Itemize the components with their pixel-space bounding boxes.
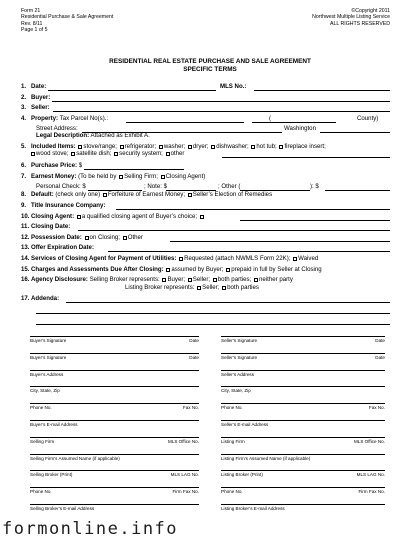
legal-description-label: Legal Description:: [36, 132, 90, 139]
right-signature-line[interactable]: [221, 386, 385, 387]
utilities-waived-option: Waived: [298, 255, 319, 262]
other-items-label: other: [170, 150, 185, 157]
left-field-right-label: Firm Fax No.: [172, 489, 199, 495]
checkbox-seller-remedies[interactable]: [188, 193, 192, 197]
left-field-right-label: Date: [189, 354, 199, 360]
street-address-label: Street Address:: [36, 125, 78, 132]
copyright: ©Copyright 2011: [351, 8, 390, 14]
earnest-amounts-row: [36, 183, 390, 190]
right-field-label: Seller’s Address: [221, 371, 255, 377]
charges-row: [21, 266, 390, 273]
closing-agent-option: Closing Agent): [165, 173, 206, 180]
field-number: 10.: [21, 213, 30, 220]
legal-description-value: Attached as Exhibit A.: [90, 132, 150, 139]
default-row: [21, 191, 390, 198]
service-name: Northwest Multiple Listing Service: [312, 14, 390, 21]
right-signature-line[interactable]: [221, 470, 385, 471]
seller-remedies-option: Seller’s Election of Remedies: [192, 191, 273, 198]
earnest-money-row: [21, 173, 390, 180]
utilities-row: [21, 255, 390, 262]
right-field-label: Listing Firm’s Assumed Name (if applicable): [221, 455, 311, 461]
right-signature-line[interactable]: [221, 353, 385, 354]
included-items-row-2: [30, 150, 390, 157]
checkbox-sell-buyer[interactable]: [162, 278, 166, 282]
closing-date-input[interactable]: [78, 230, 390, 231]
checkbox-prepaid-by-seller[interactable]: [226, 268, 230, 272]
field-property-row: [21, 115, 390, 122]
right-field-right-label: Firm Fax No.: [358, 489, 385, 495]
form-name: Residential Purchase & Sale Agreement: [21, 14, 114, 21]
wood-stove-label: wood stove;: [36, 150, 69, 157]
checkbox-forfeiture[interactable]: [103, 193, 107, 197]
left-field-right-label: Fax No.: [182, 405, 199, 411]
dollar-sign: $: [78, 162, 83, 169]
field-seller-row: [21, 104, 390, 111]
left-signature-line[interactable]: [30, 437, 199, 438]
title-insurance-input[interactable]: [116, 209, 390, 210]
left-signature-line[interactable]: [30, 336, 199, 337]
offer-expiration-input[interactable]: [108, 251, 390, 252]
checkbox-hot-tub[interactable]: [251, 145, 255, 149]
tax-parcel-label: Tax Parcel No(s).:: [59, 115, 109, 122]
listing-broker-represents: Listing Broker represents:: [125, 284, 195, 291]
agency-disclosure-row: [21, 276, 390, 283]
left-field-right-label: MLS LAG No.: [170, 472, 199, 478]
title-line-2: SPECIFIC TERMS: [183, 66, 237, 73]
left-signature-line[interactable]: [30, 420, 199, 421]
field-number: 3.: [21, 104, 27, 111]
checkbox-refrigerator[interactable]: [120, 145, 124, 149]
form-header-right: [312, 8, 390, 27]
washer-label: washer;: [163, 143, 186, 150]
right-field-label: Seller’s Signature: [221, 338, 258, 343]
left-signature-line[interactable]: [30, 386, 199, 387]
other-amount-label: ): $: [310, 183, 319, 190]
possession-date-row: [21, 234, 390, 241]
left-signature-line[interactable]: [30, 454, 199, 455]
purchase-price-row: [21, 162, 390, 169]
included-items-row: [21, 143, 390, 150]
left-field-label: Buyer’s E-mail Address: [30, 422, 78, 427]
checkbox-sell-neither[interactable]: [254, 278, 258, 282]
right-signature-line[interactable]: [221, 487, 385, 488]
legal-description-row: [36, 132, 390, 139]
tax-parcel-input[interactable]: [126, 122, 244, 123]
county-open-paren: (: [269, 115, 272, 122]
date-input[interactable]: [48, 90, 216, 91]
checkbox-list-both[interactable]: [222, 286, 226, 290]
left-field-label: Selling Broker (Print): [30, 472, 73, 478]
checkbox-security-system[interactable]: [114, 152, 118, 156]
security-system-label: security system;: [119, 150, 163, 157]
sell-neither-option: neither party: [259, 276, 293, 283]
closing-agent-label: Closing Agent:: [31, 213, 75, 220]
other-label: ; Other (: [218, 183, 241, 190]
possession-date-label: Possession Date:: [31, 234, 82, 241]
mls-input[interactable]: [254, 90, 390, 91]
checkbox-possession-other[interactable]: [123, 236, 127, 240]
field-number: 15.: [21, 266, 30, 273]
street-address-row: [36, 125, 390, 132]
field-date-row: [21, 83, 390, 90]
right-field-label: Listing Firm: [221, 438, 245, 444]
field-number: 17.: [21, 295, 30, 302]
left-signature-line[interactable]: [30, 470, 199, 471]
checkbox-sell-both[interactable]: [213, 278, 217, 282]
checkbox-dryer[interactable]: [188, 145, 192, 149]
personal-check-label: Personal Check: $: [36, 183, 86, 190]
list-seller-option: Seller;: [202, 284, 220, 291]
earnest-money-label: Earnest Money:: [31, 173, 77, 180]
dryer-label: dryer;: [192, 143, 209, 150]
addenda-input-2[interactable]: [36, 313, 390, 314]
purchase-price-input[interactable]: [84, 169, 184, 170]
checkbox-closing-agent[interactable]: [161, 175, 165, 179]
right-field-right-label: MLS LAG No.: [356, 472, 385, 478]
watermark: formonline.info: [2, 519, 179, 539]
seller-input[interactable]: [53, 111, 390, 112]
utilities-label: Services of Closing Agent for Payment of Utilities:: [31, 255, 177, 262]
sell-buyer-option: Buyer;: [167, 276, 186, 283]
left-signature-line[interactable]: [30, 487, 199, 488]
seller-label: Seller:: [31, 104, 50, 111]
addenda-label: Addenda:: [31, 295, 60, 302]
right-field-right-label: Date: [375, 338, 385, 343]
sell-seller-option: Seller;: [192, 276, 211, 283]
on-closing-option: on Closing;: [89, 234, 121, 241]
date-label: Date:: [31, 83, 47, 90]
left-field-label: Selling Firm: [30, 438, 55, 444]
offer-expiration-label: Offer Expiration Date:: [31, 244, 94, 251]
left-field-label: Phone No.: [30, 489, 52, 495]
purchase-price-label: Purchase Price:: [31, 162, 78, 169]
addenda-row: [21, 295, 390, 302]
right-signature-line[interactable]: [221, 504, 385, 505]
title-line-1: RESIDENTIAL REAL ESTATE PURCHASE AND SALE AGREEMENT: [109, 58, 311, 65]
right-field-label: Seller’s Signature: [221, 354, 258, 360]
default-label: Default:: [31, 191, 54, 198]
right-field-label: Seller’s E-mail Address: [221, 422, 269, 427]
form-number: Form 21: [21, 8, 41, 14]
dishwasher-label: dishwasher;: [216, 143, 249, 150]
checkbox-list-seller[interactable]: [197, 286, 201, 290]
field-number: 13.: [21, 244, 30, 251]
right-field-label: Listing Broker (Print): [221, 472, 263, 478]
offer-expiration-row: [21, 244, 390, 251]
sell-both-option: both parties;: [217, 276, 252, 283]
left-signature-line[interactable]: [30, 370, 199, 371]
checkbox-on-closing[interactable]: [85, 236, 89, 240]
checkbox-utilities-waived[interactable]: [293, 257, 297, 261]
buyers-choice-option: a qualified closing agent of Buyer’s choice;: [81, 213, 198, 220]
right-signature-line[interactable]: [221, 420, 385, 421]
refrigerator-label: refrigerator;: [124, 143, 157, 150]
checkbox-wood-stove[interactable]: [31, 152, 35, 156]
checkbox-utilities-requested[interactable]: [179, 257, 183, 261]
checkbox-sell-seller[interactable]: [188, 278, 192, 282]
rights: ALL RIGHTS RESERVED: [330, 20, 390, 27]
right-signature-line[interactable]: [221, 336, 385, 337]
selling-firm-option: Selling Firm;: [124, 173, 158, 180]
left-field-label: Selling Firm’s Assumed Name (if applicable): [30, 455, 120, 461]
addenda-input-3[interactable]: [36, 324, 390, 325]
checkbox-washer[interactable]: [159, 145, 163, 149]
county-label: County): [357, 115, 379, 122]
title-insurance-label: Title Insurance Company:: [31, 202, 106, 209]
default-instruction: (check only one): [55, 191, 101, 198]
satellite-dish-label: satellite dish;: [76, 150, 112, 157]
list-both-option: both parties: [227, 284, 259, 291]
field-number: 4.: [21, 115, 27, 122]
form-header-left: [21, 8, 113, 33]
closing-agent-input[interactable]: [240, 220, 390, 221]
selling-broker-represents: Selling Broker represents:: [89, 276, 160, 283]
field-number: 5.: [21, 143, 27, 150]
hot-tub-label: hot tub;: [256, 143, 277, 150]
left-field-label: Buyer’s Signature: [30, 338, 67, 343]
left-signature-line[interactable]: [30, 504, 199, 505]
fireplace-label: fireplace insert;: [284, 143, 326, 150]
left-signature-line[interactable]: [30, 353, 199, 354]
left-field-label: Buyer’s Address: [30, 371, 64, 377]
checkbox-stove[interactable]: [78, 145, 82, 149]
field-number: 7.: [21, 173, 27, 180]
form-revision: Rev. 8/11: [21, 20, 43, 27]
checkbox-dishwasher[interactable]: [211, 145, 215, 149]
field-number: 2.: [21, 94, 27, 101]
checkbox-assumed-by-buyer[interactable]: [166, 268, 170, 272]
right-signature-line[interactable]: [221, 454, 385, 455]
right-signature-line[interactable]: [221, 437, 385, 438]
buyer-input[interactable]: [52, 101, 390, 102]
possession-other-input[interactable]: [170, 241, 390, 242]
stove-label: stove/range;: [83, 143, 117, 150]
field-buyer-row: [21, 94, 390, 101]
agency-listing-row: [125, 284, 390, 291]
county-input[interactable]: [252, 122, 336, 123]
assumed-by-buyer-option: assumed by Buyer;: [171, 266, 224, 273]
field-number: 6.: [21, 162, 27, 169]
right-field-right-label: Fax No.: [368, 405, 385, 411]
right-field-label: Listing Broker’s E-mail Address: [221, 506, 285, 511]
left-signature-line[interactable]: [30, 403, 199, 404]
charges-label: Charges and Assessments Due After Closing:: [31, 266, 164, 273]
note-label: ; Note: $: [144, 183, 168, 190]
checkbox-buyers-choice[interactable]: [77, 215, 81, 219]
field-number: 1.: [21, 83, 27, 90]
field-number: 16.: [21, 276, 30, 283]
addenda-input-1[interactable]: [66, 302, 390, 303]
utilities-requested-option: Requested (attach NWMLS Form 22K);: [184, 255, 291, 262]
property-label: Property:: [31, 115, 59, 122]
right-field-label: Phone No.: [221, 489, 243, 495]
title-insurance-row: [21, 202, 390, 209]
checkbox-other[interactable]: [166, 152, 170, 156]
checkbox-satellite-dish[interactable]: [71, 152, 75, 156]
right-field-label: Phone No.: [221, 405, 243, 411]
state-label: Washington: [284, 125, 316, 132]
field-number: 9.: [21, 202, 27, 209]
checkbox-fireplace[interactable]: [279, 145, 283, 149]
forfeiture-option: Forfeiture of Earnest Money;: [107, 191, 186, 198]
left-field-label: City, State, Zip: [30, 388, 60, 394]
right-field-label: City, State, Zip: [221, 388, 251, 394]
left-field-right-label: MLS Office No.: [167, 438, 199, 444]
included-items-label: Included Items:: [31, 143, 76, 150]
field-number: 14.: [21, 255, 30, 262]
field-number: 12.: [21, 234, 30, 241]
right-signature-line[interactable]: [221, 403, 385, 404]
checkbox-selling-firm[interactable]: [119, 175, 123, 179]
closing-date-label: Closing Date:: [31, 223, 71, 230]
mls-label: MLS No.:: [220, 83, 247, 90]
prepaid-by-seller-option: prepaid in full by Seller at Closing: [231, 266, 322, 273]
left-field-label: Phone No.: [30, 405, 52, 411]
agency-disclosure-label: Agency Disclosure:: [31, 276, 88, 283]
document-title: [0, 58, 420, 74]
right-field-right-label: Date: [375, 354, 385, 360]
checkbox-closing-agent-other[interactable]: [200, 215, 204, 219]
page-number: Page 1 of 5: [21, 26, 48, 33]
buyer-label: Buyer:: [31, 94, 51, 101]
field-number: 11.: [21, 223, 30, 230]
field-number: 8.: [21, 191, 27, 198]
other-items-input[interactable]: [222, 157, 390, 158]
right-field-right-label: MLS Office No.: [353, 438, 385, 444]
closing-date-row: [21, 223, 390, 230]
right-signature-line[interactable]: [221, 370, 385, 371]
left-field-right-label: Date: [189, 338, 199, 343]
left-field-label: Buyer’s Signature: [30, 354, 67, 360]
possession-other-option: Other: [127, 234, 143, 241]
left-field-label: Selling Broker’s E-mail Address: [30, 506, 95, 511]
closing-agent-row: [21, 213, 390, 220]
earnest-held-by: (To be held by: [78, 173, 117, 180]
